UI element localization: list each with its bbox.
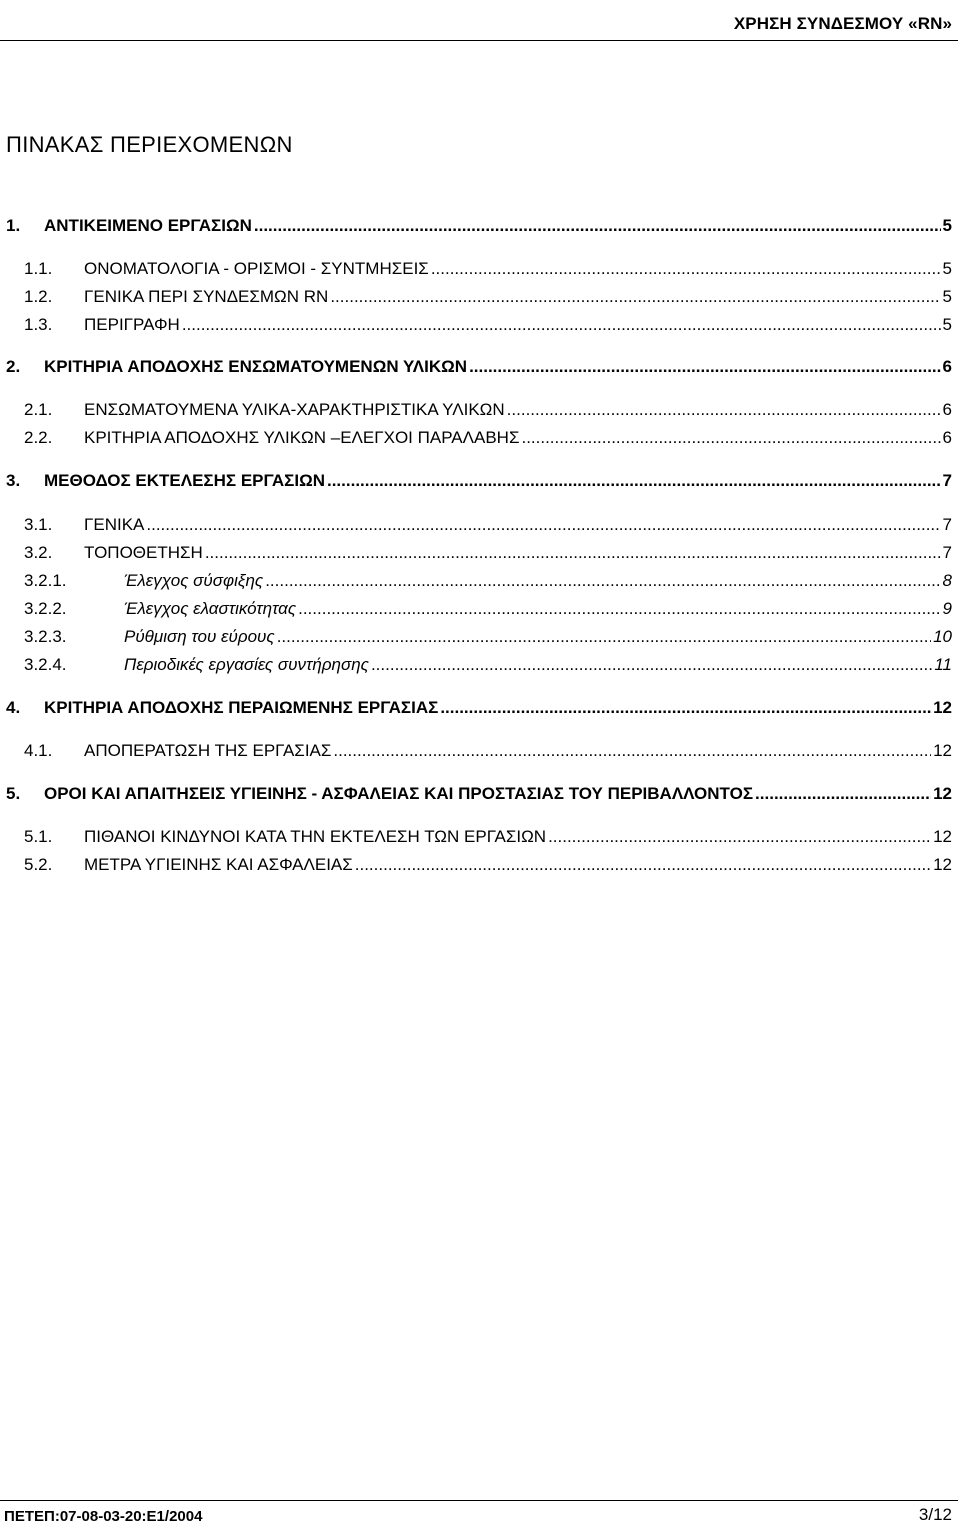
toc-entry-number: 3.2.3. (24, 627, 67, 646)
toc-entry-title: ΚΡΙΤΗΡΙΑ ΑΠΟΔΟΧΗΣ ΕΝΣΩΜΑΤΟΥΜΕΝΩΝ ΥΛΙΚΩΝ (44, 357, 468, 376)
toc-entry[interactable] (6, 471, 952, 495)
toc-entry-number: 1.2. (24, 287, 53, 306)
toc-entry-number: 3.2.4. (24, 655, 67, 674)
toc-entry-page: 12 (933, 784, 952, 803)
toc-entry-title: ΑΝΤΙΚΕΙΜΕΝΟ ΕΡΓΑΣΙΩΝ (44, 216, 252, 235)
toc-dot-leader (298, 599, 940, 619)
toc-entry[interactable] (6, 357, 952, 381)
toc-dot-leader (254, 216, 941, 236)
toc-dot-leader (330, 287, 940, 307)
footer-rule (0, 1500, 958, 1501)
toc-entry-title: ΓΕΝΙΚΑ (84, 515, 145, 534)
toc-entry-title: Έλεγχος σύσφιξης (124, 571, 264, 590)
toc-entry-number: 5. (6, 784, 21, 803)
toc-dot-leader (521, 428, 940, 448)
toc-entry[interactable] (24, 855, 952, 879)
toc-entry[interactable] (24, 599, 952, 623)
toc-entry[interactable] (24, 543, 952, 567)
toc-entry-title: ΜΕΘΟΔΟΣ ΕΚΤΕΛΕΣΗΣ ΕΡΓΑΣΙΩΝ (44, 471, 325, 490)
toc-dot-leader (507, 400, 941, 420)
toc-entry-title: ΚΡΙΤΗΡΙΑ ΑΠΟΔΟΧΗΣ ΠΕΡΑΙΩΜΕΝΗΣ ΕΡΓΑΣΙΑΣ (44, 698, 439, 717)
toc-entry-title: ΟΝΟΜΑΤΟΛΟΓΙΑ - ΟΡΙΣΜΟΙ - ΣΥΝΤΜΗΣΕΙΣ (84, 259, 429, 278)
toc-entry-number: 3. (6, 471, 21, 490)
toc-dot-leader (371, 655, 932, 675)
toc-entry-number: 5.1. (24, 827, 53, 846)
toc-entry-title: ΚΡΙΤΗΡΙΑ ΑΠΟΔΟΧΗΣ ΥΛΙΚΩΝ –ΕΛΕΓΧΟΙ ΠΑΡΑΛΑΒΗΣ (84, 428, 520, 447)
toc-entry[interactable] (24, 400, 952, 424)
toc-entry-number: 2. (6, 357, 21, 376)
toc-entry[interactable] (6, 698, 952, 722)
toc-entry[interactable] (6, 784, 952, 808)
toc-dot-leader (146, 515, 940, 535)
toc-entry-page: 9 (942, 599, 952, 618)
toc-dot-leader (469, 357, 940, 377)
toc-entry-page: 12 (933, 741, 952, 760)
toc-entry-title: ΕΝΣΩΜΑΤΟΥΜΕΝΑ ΥΛΙΚΑ-ΧΑΡΑΚΤΗΡΙΣΤΙΚΑ ΥΛΙΚΩΝ (84, 400, 505, 419)
toc-entry-title: ΠΕΡΙΓΡΑΦΗ (84, 315, 180, 334)
header-title: ΧΡΗΣΗ ΣΥΝΔΕΣΜΟΥ «RN» (733, 14, 952, 33)
toc-dot-leader (548, 827, 931, 847)
toc-entry[interactable] (24, 515, 952, 539)
toc-dot-leader (755, 784, 931, 804)
toc-entry-title: ΠΙΘΑΝΟΙ ΚΙΝΔΥΝΟΙ ΚΑΤΑ ΤΗΝ ΕΚΤΕΛΕΣΗ ΤΩΝ ΕΡΓΑΣΙΩΝ (84, 827, 547, 846)
toc-entry-number: 3.2. (24, 543, 53, 562)
toc-entry[interactable] (6, 216, 952, 240)
toc-entry-number: 4. (6, 698, 21, 717)
toc-dot-leader (205, 543, 941, 563)
toc-dot-leader (440, 698, 931, 718)
toc-entry-page: 7 (942, 543, 952, 562)
toc-entry-title: ΓΕΝΙΚΑ ΠΕΡΙ ΣΥΝΔΕΣΜΩΝ RN (84, 287, 329, 306)
toc-entry-number: 4.1. (24, 741, 53, 760)
toc-entry[interactable] (24, 287, 952, 311)
toc-entry[interactable] (24, 428, 952, 452)
toc-entry-number: 3.2.2. (24, 599, 67, 618)
toc-dot-leader (182, 315, 941, 335)
toc-entry-title: Έλεγχος ελαστικότητας (124, 599, 297, 618)
toc-dot-leader (327, 471, 941, 491)
toc-entry[interactable] (24, 627, 952, 651)
toc-entry-page: 6 (942, 357, 952, 376)
toc-entry-title: ΜΕΤΡΑ ΥΓΙΕΙΝΗΣ ΚΑΙ ΑΣΦΑΛΕΙΑΣ (84, 855, 353, 874)
toc-dot-leader (265, 571, 940, 591)
toc-entry-page: 5 (942, 315, 952, 334)
toc-entry-number: 2.2. (24, 428, 53, 447)
toc-entry-page: 12 (933, 855, 952, 874)
toc-entry-page: 6 (942, 400, 952, 419)
toc-entry-title: ΤΟΠΟΘΕΤΗΣΗ (84, 543, 203, 562)
toc-heading: ΠΙΝΑΚΑΣ ΠΕΡΙΕΧΟΜΕΝΩΝ (6, 132, 293, 157)
toc-entry-page: 6 (942, 428, 952, 447)
toc-dot-leader (333, 741, 931, 761)
toc-dot-leader (431, 259, 941, 279)
footer-document-code: ΠΕΤΕΠ:07-08-03-20:Ε1/2004 (4, 1508, 203, 1525)
toc-entry-page: 11 (934, 655, 952, 674)
toc-dot-leader (355, 855, 931, 875)
toc-entry-page: 7 (942, 471, 952, 490)
toc-entry[interactable] (24, 259, 952, 283)
toc-entry-number: 3.1. (24, 515, 53, 534)
toc-entry-page: 5 (942, 259, 952, 278)
toc-entry-title: ΟΡΟΙ ΚΑΙ ΑΠΑΙΤΗΣΕΙΣ ΥΓΙΕΙΝΗΣ - ΑΣΦΑΛΕΙΑΣ ΚΑΙ ΠΡΟΣΤΑΣΙΑΣ ΤΟΥ ΠΕΡΙΒΑΛΛΟΝΤΟΣ (44, 784, 754, 803)
toc-entry-page: 10 (933, 627, 952, 646)
toc-entry-title: Ρύθμιση του εύρους (124, 627, 275, 646)
toc-entry-page: 5 (942, 287, 952, 306)
toc-entry-page: 8 (942, 571, 952, 590)
toc-entry-page: 12 (933, 698, 952, 717)
toc-entry-number: 1. (6, 216, 21, 235)
toc-entry-number: 3.2.1. (24, 571, 67, 590)
toc-entry[interactable] (24, 827, 952, 851)
toc-entry[interactable] (24, 315, 952, 339)
toc-entry[interactable] (24, 571, 952, 595)
toc-dot-leader (277, 627, 931, 647)
toc-entry-page: 5 (942, 216, 952, 235)
toc-entry[interactable] (24, 655, 952, 679)
toc-entry-number: 5.2. (24, 855, 53, 874)
toc-entry-number: 2.1. (24, 400, 53, 419)
toc-entry-title: Περιοδικές εργασίες συντήρησης (124, 655, 369, 674)
toc-entry-page: 12 (933, 827, 952, 846)
footer-page-number: 3/12 (918, 1505, 952, 1524)
toc-entry-number: 1.1. (24, 259, 53, 278)
toc-entry-page: 7 (942, 515, 952, 534)
toc-entry-number: 1.3. (24, 315, 53, 334)
header-rule (0, 40, 958, 41)
toc-entry[interactable] (24, 741, 952, 765)
toc-entry-title: ΑΠΟΠΕΡΑΤΩΣΗ ΤΗΣ ΕΡΓΑΣΙΑΣ (84, 741, 332, 760)
